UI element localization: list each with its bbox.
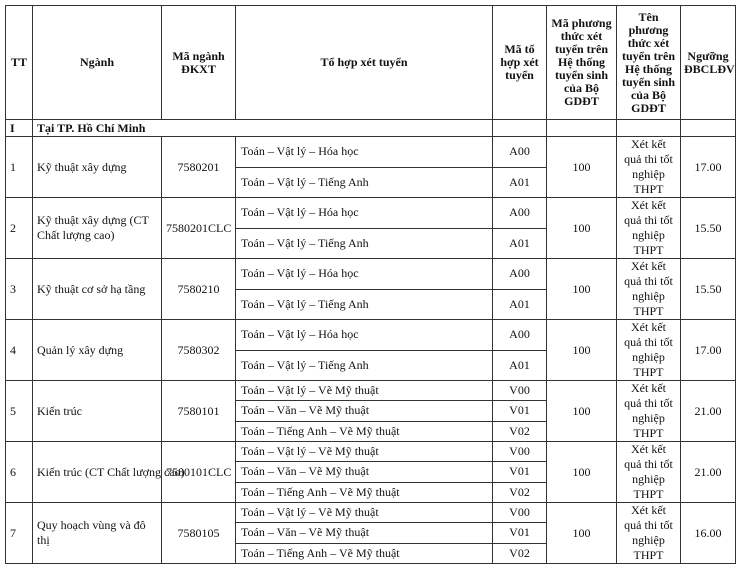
- threshold-score: 21.00: [681, 381, 736, 442]
- combination-code: V00: [493, 442, 547, 462]
- major-name: Kiến trúc (CT Chất lượng cao): [33, 442, 162, 503]
- admission-table: [5, 5, 736, 564]
- table-row: [6, 381, 736, 401]
- subject-combination: Toán – Tiếng Anh – Vẽ Mỹ thuật: [236, 543, 493, 563]
- table-row: [6, 259, 736, 290]
- combination-code: A00: [493, 137, 547, 168]
- row-number: 1: [6, 137, 33, 198]
- table-row: [6, 198, 736, 229]
- major-code: 7580101CLC: [162, 442, 236, 503]
- subject-combination: Toán – Vật lý – Vẽ Mỹ thuật: [236, 503, 493, 523]
- major-code: 7580201CLC: [162, 198, 236, 259]
- threshold-score: 15.50: [681, 198, 736, 259]
- combination-code: V02: [493, 543, 547, 563]
- combination-code: A01: [493, 167, 547, 198]
- method-name: Xét kết quả thi tốt nghiệp THPT: [617, 198, 681, 259]
- table-row: [6, 137, 736, 168]
- subject-combination: Toán – Vật lý – Tiếng Anh: [236, 167, 493, 198]
- threshold-score: 15.50: [681, 259, 736, 320]
- col-header-ma-nganh: Mã ngành ĐKXT: [162, 6, 236, 120]
- threshold-score: 17.00: [681, 137, 736, 198]
- col-header-nganh: Ngành: [33, 6, 162, 120]
- method-name: Xét kết quả thi tốt nghiệp THPT: [617, 381, 681, 442]
- subject-combination: Toán – Vật lý – Hóa học: [236, 137, 493, 168]
- subject-combination: Toán – Vật lý – Hóa học: [236, 259, 493, 290]
- method-code: 100: [547, 320, 617, 381]
- subject-combination: Toán – Vật lý – Hóa học: [236, 320, 493, 351]
- subject-combination: Toán – Văn – Vẽ Mỹ thuật: [236, 462, 493, 482]
- col-header-ma-to-hop: Mã tổ hợp xét tuyển: [493, 6, 547, 120]
- major-code: 7580201: [162, 137, 236, 198]
- subject-combination: Toán – Văn – Vẽ Mỹ thuật: [236, 401, 493, 421]
- subject-combination: Toán – Vật lý – Vẽ Mỹ thuật: [236, 381, 493, 401]
- major-code: 7580302: [162, 320, 236, 381]
- combination-code: A01: [493, 350, 547, 381]
- row-number: 2: [6, 198, 33, 259]
- col-header-nguong: Ngưỡng ĐBCLĐV: [681, 6, 736, 120]
- major-name: Kiến trúc: [33, 381, 162, 442]
- col-header-tt: TT: [6, 6, 33, 120]
- row-number: 7: [6, 503, 33, 564]
- table-body: [6, 120, 736, 564]
- row-number: 6: [6, 442, 33, 503]
- empty-cell: [547, 120, 617, 137]
- subject-combination: Toán – Tiếng Anh – Vẽ Mỹ thuật: [236, 482, 493, 502]
- empty-cell: [493, 120, 547, 137]
- row-number: 5: [6, 381, 33, 442]
- combination-code: V00: [493, 503, 547, 523]
- col-header-ma-phuong-thuc: Mã phương thức xét tuyển trên Hệ thống tuyển sinh của Bộ GDĐT: [547, 6, 617, 120]
- threshold-score: 16.00: [681, 503, 736, 564]
- section-number: I: [6, 120, 33, 137]
- major-code: 7580105: [162, 503, 236, 564]
- combination-code: V02: [493, 482, 547, 502]
- major-name: Quản lý xây dựng: [33, 320, 162, 381]
- subject-combination: Toán – Văn – Vẽ Mỹ thuật: [236, 523, 493, 543]
- subject-combination: Toán – Vật lý – Tiếng Anh: [236, 289, 493, 320]
- combination-code: A01: [493, 228, 547, 259]
- major-code: 7580210: [162, 259, 236, 320]
- major-name: Kỹ thuật xây dựng: [33, 137, 162, 198]
- major-name: Kỹ thuật xây dựng (CT Chất lượng cao): [33, 198, 162, 259]
- subject-combination: Toán – Vật lý – Hóa học: [236, 198, 493, 229]
- combination-code: V00: [493, 381, 547, 401]
- method-code: 100: [547, 198, 617, 259]
- subject-combination: Toán – Tiếng Anh – Vẽ Mỹ thuật: [236, 421, 493, 441]
- empty-cell: [617, 120, 681, 137]
- major-name: Quy hoạch vùng và đô thị: [33, 503, 162, 564]
- combination-code: V01: [493, 462, 547, 482]
- subject-combination: Toán – Vật lý – Tiếng Anh: [236, 228, 493, 259]
- method-code: 100: [547, 137, 617, 198]
- section-label: Tại TP. Hồ Chí Minh: [33, 120, 493, 137]
- method-name: Xét kết quả thi tốt nghiệp THPT: [617, 442, 681, 503]
- method-code: 100: [547, 381, 617, 442]
- table-row: [6, 442, 736, 462]
- col-header-ten-phuong-thuc: Tên phương thức xét tuyển trên Hệ thống tuyển sinh của Bộ GDĐT: [617, 6, 681, 120]
- method-code: 100: [547, 442, 617, 503]
- combination-code: A00: [493, 259, 547, 290]
- major-name: Kỹ thuật cơ sở hạ tầng: [33, 259, 162, 320]
- combination-code: V02: [493, 421, 547, 441]
- combination-code: A00: [493, 198, 547, 229]
- empty-cell: [681, 120, 736, 137]
- subject-combination: Toán – Vật lý – Vẽ Mỹ thuật: [236, 442, 493, 462]
- section-row: [6, 120, 736, 137]
- combination-code: V01: [493, 523, 547, 543]
- method-name: Xét kết quả thi tốt nghiệp THPT: [617, 320, 681, 381]
- method-code: 100: [547, 259, 617, 320]
- col-header-to-hop: Tổ hợp xét tuyển: [236, 6, 493, 120]
- combination-code: A00: [493, 320, 547, 351]
- row-number: 3: [6, 259, 33, 320]
- table-row: [6, 320, 736, 351]
- header-row: [6, 6, 736, 120]
- method-code: 100: [547, 503, 617, 564]
- method-name: Xét kết quả thi tốt nghiệp THPT: [617, 503, 681, 564]
- row-number: 4: [6, 320, 33, 381]
- combination-code: V01: [493, 401, 547, 421]
- method-name: Xét kết quả thi tốt nghiệp THPT: [617, 259, 681, 320]
- method-name: Xét kết quả thi tốt nghiệp THPT: [617, 137, 681, 198]
- major-code: 7580101: [162, 381, 236, 442]
- threshold-score: 17.00: [681, 320, 736, 381]
- threshold-score: 21.00: [681, 442, 736, 503]
- subject-combination: Toán – Vật lý – Tiếng Anh: [236, 350, 493, 381]
- combination-code: A01: [493, 289, 547, 320]
- table-row: [6, 503, 736, 523]
